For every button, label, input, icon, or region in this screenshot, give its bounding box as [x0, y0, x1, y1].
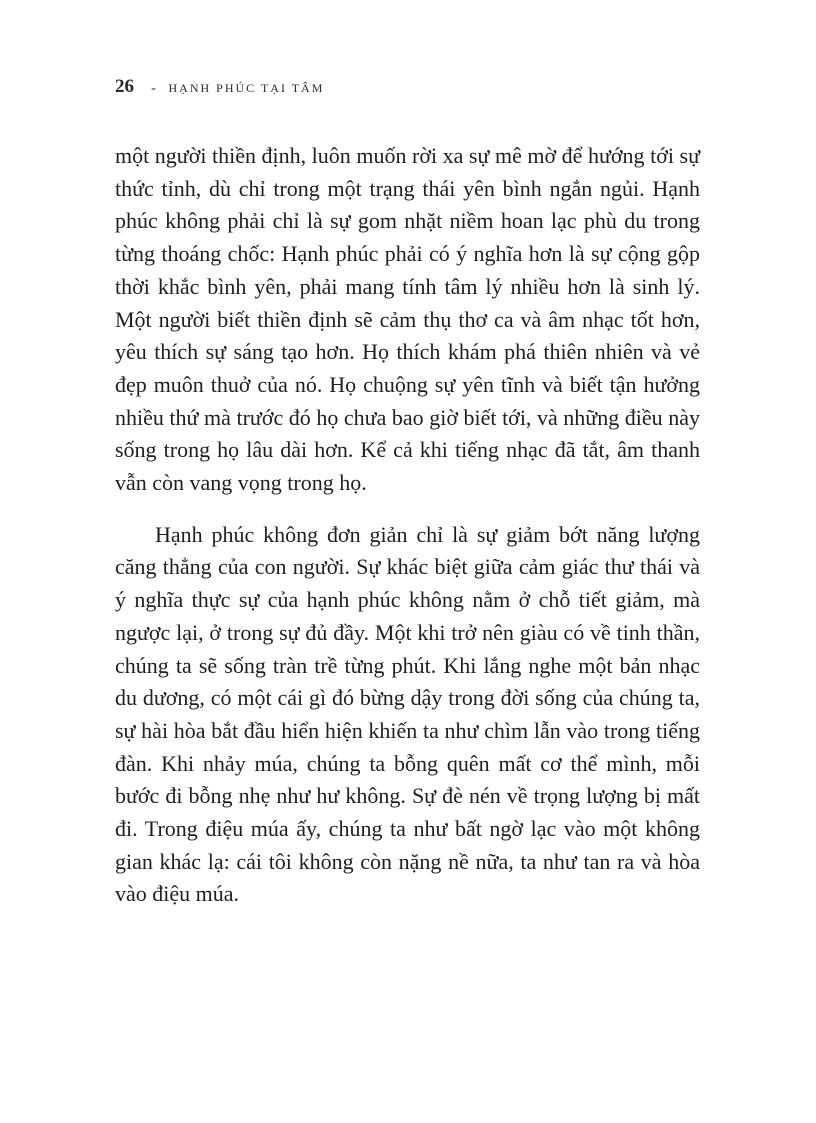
page-number: 26 [115, 76, 134, 97]
body-text [115, 140, 700, 911]
running-header [115, 76, 324, 98]
header-separator: - [151, 81, 158, 96]
book-title: HẠNH PHÚC TẠI TÂM [168, 81, 325, 95]
paragraph-2: Hạnh phúc không đơn giản chỉ là sự giảm bớt năng lượng căng thẳng của con người. Sự khác biệt giữa cảm giác thư thái và ý nghĩa thực sự của hạnh phúc không nằm ở chỗ tiết giảm, mà ngược lại, ở trong sự đủ đầy. Một khi trở nên giàu có về tinh thần, chúng ta sẽ sống tràn trề từng phút. Khi lắng nghe một bản nhạc du dương, có một cái gì đó bừng dậy trong đời sống của chúng ta, sự hài hòa bắt đầu hiển hiện khiến ta như chìm lẫn vào trong tiếng đàn. Khi nhảy múa, chúng ta bỗng quên mất cơ thể mình, mỗi bước đi bỗng nhẹ như hư không. Sự đè nén về trọng lượng bị mất đi. Trong điệu múa ấy, chúng ta như bất ngờ lạc vào một không gian khác lạ: cái tôi không còn nặng nề nữa, ta như tan ra và hòa vào điệu múa. [115, 521, 700, 907]
paragraph-1: một người thiền định, luôn muốn rời xa sự mê mờ để hướng tới sự thức tỉnh, dù chỉ trong một trạng thái yên bình ngắn ngủi. Hạnh phúc không phải chỉ là sự gom nhặt niềm hoan lạc phù du trong từng thoáng chốc: Hạnh phúc phải có ý nghĩa hơn là sự cộng gộp thời khắc bình yên, phải mang tính tâm lý nhiều hơn là sinh lý. Một người biết thiền định sẽ cảm thụ thơ ca và âm nhạc tốt hơn, yêu thích sự sáng tạo hơn. Họ thích khám phá thiên nhiên và vẻ đẹp muôn thuở của nó. Họ chuộng sự yên tĩnh và biết tận hưởng nhiều thứ mà trước đó họ chưa bao giờ biết tới, và những điều này sống trong họ lâu dài hơn. Kể cả khi tiếng nhạc đã tắt, âm thanh vẫn còn vang vọng trong họ. [115, 143, 700, 496]
